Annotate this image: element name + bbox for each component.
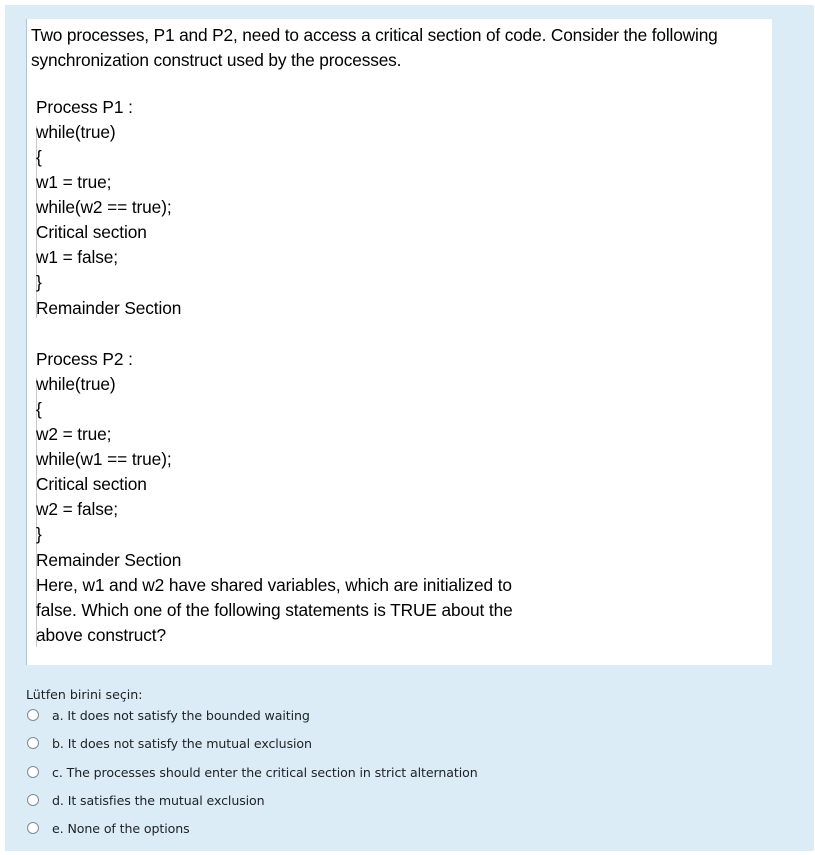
answer-prompt: Lütfen birini seçin:	[26, 687, 143, 702]
question-closing-line: false. Which one of the following statements is TRUE about the	[36, 600, 513, 620]
question-text-box	[26, 19, 772, 665]
p1-code-line: {	[36, 147, 42, 167]
answer-option-label: b. It does not satisfy the mutual exclusion	[52, 735, 312, 751]
p2-header: Process P2 :	[36, 349, 133, 369]
question-intro-line-1: Two processes, P1 and P2, need to access a critical section of code. Consider the following	[31, 25, 718, 45]
answer-option-e[interactable]	[27, 818, 190, 838]
p2-code-line: while(true)	[36, 374, 116, 394]
radio-button-icon[interactable]	[27, 766, 39, 778]
p1-code-line: Critical section	[36, 222, 147, 242]
answer-option-label: d. It satisfies the mutual exclusion	[52, 792, 265, 808]
p1-code-line: w1 = false;	[36, 247, 118, 267]
radio-button-icon[interactable]	[27, 822, 39, 834]
answer-option-c[interactable]	[27, 762, 478, 782]
p2-code-line: Critical section	[36, 474, 147, 494]
p1-code-line: while(w2 == true);	[36, 197, 172, 217]
p1-code-line: Remainder Section	[36, 298, 182, 318]
answer-option-label: c. The processes should enter the critical section in strict alternation	[52, 764, 478, 780]
question-closing-line: Here, w1 and w2 have shared variables, which are initialized to	[36, 575, 512, 595]
p2-code-line: w2 = false;	[36, 499, 118, 519]
p2-code-line: w2 = true;	[36, 424, 112, 444]
p1-code-line: w1 = true;	[36, 172, 112, 192]
p1-code-line: }	[36, 272, 42, 292]
p2-code-line: while(w1 == true);	[36, 449, 172, 469]
question-panel	[5, 5, 814, 851]
answer-option-label: a. It does not satisfy the bounded waiting	[52, 707, 310, 723]
question-closing-line: above construct?	[36, 625, 167, 645]
answer-option-d[interactable]	[27, 790, 265, 810]
p1-code-line: while(true)	[36, 122, 116, 142]
radio-button-icon[interactable]	[27, 709, 39, 721]
answer-option-b[interactable]	[27, 733, 312, 753]
answer-option-a[interactable]	[27, 705, 310, 725]
radio-button-icon[interactable]	[27, 794, 39, 806]
p2-code-line: }	[36, 524, 42, 544]
answer-option-label: e. None of the options	[52, 820, 190, 836]
p2-code-line: Remainder Section	[36, 550, 182, 570]
question-intro-line-2: synchronization construct used by the processes.	[31, 50, 402, 70]
radio-button-icon[interactable]	[27, 737, 39, 749]
p1-header: Process P1 :	[36, 97, 133, 117]
p2-code-line: {	[36, 399, 42, 419]
